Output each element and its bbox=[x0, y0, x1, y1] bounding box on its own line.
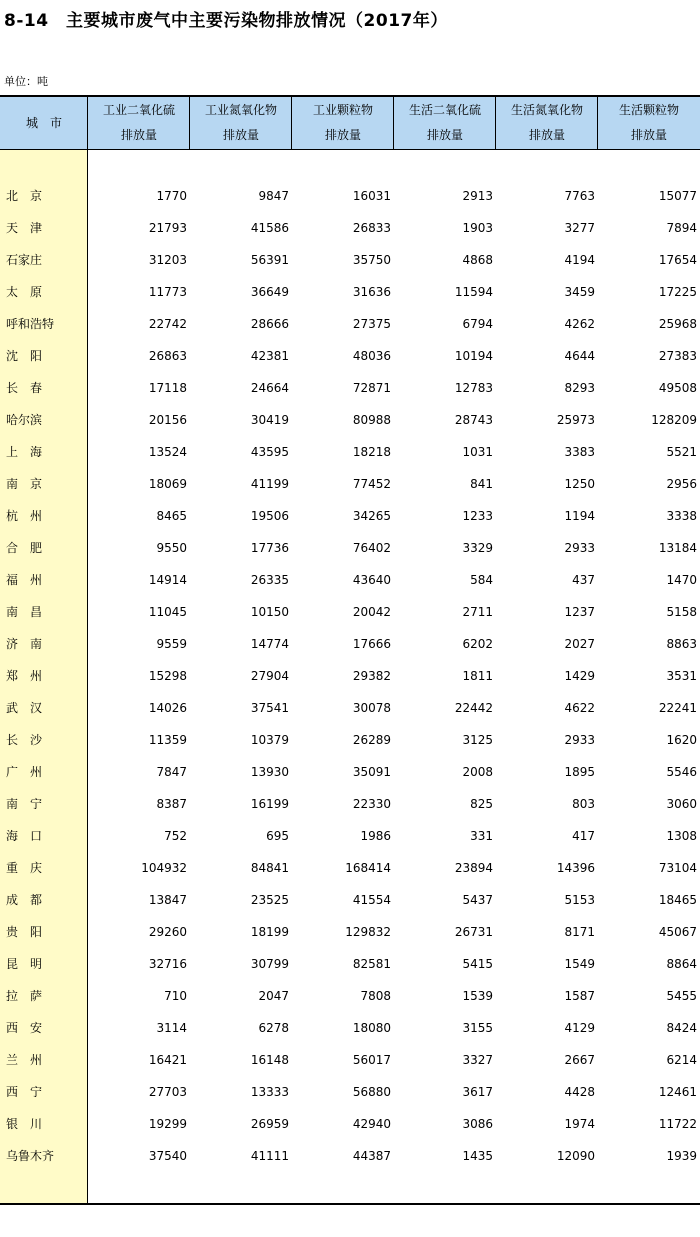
industrial-particulate-value: 30078 bbox=[352, 701, 391, 715]
industrial-nox-value: 19506 bbox=[250, 509, 289, 523]
domestic-particulate-value: 3060 bbox=[666, 797, 697, 811]
domestic-so2-value: 22442 bbox=[454, 701, 493, 715]
industrial-particulate-value: 35091 bbox=[352, 765, 391, 779]
table-row bbox=[0, 980, 700, 1012]
industrial-nox-value: 30419 bbox=[250, 413, 289, 427]
industrial-so2-value: 27703 bbox=[148, 1085, 187, 1099]
domestic-so2-value: 3155 bbox=[462, 1021, 493, 1035]
domestic-so2-value: 2008 bbox=[462, 765, 493, 779]
city-name: 昆 明 bbox=[6, 957, 43, 971]
header-column-divider bbox=[189, 97, 190, 149]
header-column-divider bbox=[291, 97, 292, 149]
domestic-particulate-value: 17225 bbox=[658, 285, 697, 299]
industrial-so2-value: 710 bbox=[164, 989, 187, 1003]
header-city-line1: 城 市 bbox=[25, 115, 62, 130]
domestic-so2-value: 12783 bbox=[454, 381, 493, 395]
table-row bbox=[0, 1044, 700, 1076]
table-row bbox=[0, 436, 700, 468]
table-row bbox=[0, 820, 700, 852]
domestic-particulate-value: 15077 bbox=[658, 189, 697, 203]
industrial-nox-value: 16148 bbox=[250, 1053, 289, 1067]
domestic-particulate-value: 8424 bbox=[666, 1021, 697, 1035]
city-name: 沈 阳 bbox=[6, 349, 43, 363]
industrial-so2-value: 14026 bbox=[148, 701, 187, 715]
domestic-so2-value: 841 bbox=[470, 477, 493, 491]
industrial-particulate-value: 31636 bbox=[352, 285, 391, 299]
industrial-particulate-value: 43640 bbox=[352, 573, 391, 587]
domestic-nox-value: 7763 bbox=[564, 189, 595, 203]
table-row bbox=[0, 916, 700, 948]
industrial-so2-value: 29260 bbox=[148, 925, 187, 939]
header-column-divider bbox=[597, 97, 598, 149]
table-row bbox=[0, 596, 700, 628]
industrial-particulate-value: 56017 bbox=[352, 1053, 391, 1067]
city-name: 哈尔滨 bbox=[6, 413, 43, 427]
industrial-nox-value: 26959 bbox=[250, 1117, 289, 1131]
domestic-so2-value: 4868 bbox=[462, 253, 493, 267]
table-row bbox=[0, 468, 700, 500]
industrial-nox-value: 14774 bbox=[250, 637, 289, 651]
industrial-particulate-value: 44387 bbox=[352, 1149, 391, 1163]
header-industrial-so2 bbox=[88, 97, 190, 149]
industrial-particulate-value: 27375 bbox=[352, 317, 391, 331]
industrial-nox-value: 23525 bbox=[250, 893, 289, 907]
domestic-so2-value: 1031 bbox=[462, 445, 493, 459]
city-name: 广 州 bbox=[6, 765, 43, 779]
industrial-nox-value: 30799 bbox=[250, 957, 289, 971]
domestic-nox-value: 1895 bbox=[564, 765, 595, 779]
table-row bbox=[0, 788, 700, 820]
city-name: 福 州 bbox=[6, 573, 43, 587]
city-name: 贵 阳 bbox=[6, 925, 43, 939]
industrial-particulate-value: 26289 bbox=[352, 733, 391, 747]
domestic-nox-value: 2933 bbox=[564, 541, 595, 555]
domestic-nox-value: 4262 bbox=[564, 317, 595, 331]
domestic-so2-value: 10194 bbox=[454, 349, 493, 363]
industrial-particulate-value: 18218 bbox=[352, 445, 391, 459]
industrial-so2-value: 37540 bbox=[148, 1149, 187, 1163]
domestic-particulate-value: 5521 bbox=[666, 445, 697, 459]
industrial-particulate-value: 72871 bbox=[352, 381, 391, 395]
city-name: 兰 州 bbox=[6, 1053, 43, 1067]
domestic-nox-value: 1587 bbox=[564, 989, 595, 1003]
domestic-nox-value: 12090 bbox=[556, 1149, 595, 1163]
domestic-nox-value: 1429 bbox=[564, 669, 595, 683]
table-row bbox=[0, 564, 700, 596]
industrial-so2-value: 31203 bbox=[148, 253, 187, 267]
industrial-so2-value: 16421 bbox=[148, 1053, 187, 1067]
domestic-nox-value: 14396 bbox=[556, 861, 595, 875]
table-row bbox=[0, 628, 700, 660]
domestic-particulate-value: 2956 bbox=[666, 477, 697, 491]
city-name: 上 海 bbox=[6, 445, 43, 459]
industrial-particulate-value: 48036 bbox=[352, 349, 391, 363]
domestic-nox-value: 25973 bbox=[556, 413, 595, 427]
table-row bbox=[0, 1108, 700, 1140]
header-industrial-nox-line1: 工业氮氧化物 bbox=[204, 103, 277, 117]
industrial-nox-value: 26335 bbox=[250, 573, 289, 587]
city-name: 南 京 bbox=[6, 477, 43, 491]
domestic-particulate-value: 5455 bbox=[666, 989, 697, 1003]
industrial-particulate-value: 29382 bbox=[352, 669, 391, 683]
industrial-so2-value: 22742 bbox=[148, 317, 187, 331]
header-domestic-so2 bbox=[394, 97, 496, 149]
domestic-so2-value: 3086 bbox=[462, 1117, 493, 1131]
industrial-so2-value: 11045 bbox=[148, 605, 187, 619]
industrial-particulate-value: 42940 bbox=[352, 1117, 391, 1131]
domestic-particulate-value: 22241 bbox=[658, 701, 697, 715]
industrial-so2-value: 14914 bbox=[148, 573, 187, 587]
domestic-particulate-value: 13184 bbox=[658, 541, 697, 555]
industrial-particulate-value: 76402 bbox=[352, 541, 391, 555]
domestic-particulate-value: 73104 bbox=[658, 861, 697, 875]
domestic-nox-value: 417 bbox=[572, 829, 595, 843]
city-name: 乌鲁木齐 bbox=[6, 1149, 55, 1163]
header-domestic-particulate-line2: 排放量 bbox=[630, 128, 667, 142]
header-column-divider bbox=[393, 97, 394, 149]
city-name: 重 庆 bbox=[6, 861, 43, 875]
industrial-nox-value: 56391 bbox=[250, 253, 289, 267]
industrial-particulate-value: 16031 bbox=[352, 189, 391, 203]
domestic-nox-value: 4194 bbox=[564, 253, 595, 267]
city-name: 拉 萨 bbox=[6, 989, 43, 1003]
domestic-nox-value: 3459 bbox=[564, 285, 595, 299]
city-name: 南 宁 bbox=[6, 797, 43, 811]
table-row bbox=[0, 180, 700, 212]
industrial-particulate-value: 26833 bbox=[352, 221, 391, 235]
domestic-nox-value: 2667 bbox=[564, 1053, 595, 1067]
industrial-so2-value: 11773 bbox=[148, 285, 187, 299]
industrial-particulate-value: 1986 bbox=[360, 829, 391, 843]
domestic-nox-value: 1194 bbox=[564, 509, 595, 523]
city-name: 海 口 bbox=[6, 829, 43, 843]
industrial-particulate-value: 34265 bbox=[352, 509, 391, 523]
domestic-particulate-value: 25968 bbox=[658, 317, 697, 331]
domestic-nox-value: 8171 bbox=[564, 925, 595, 939]
industrial-so2-value: 21793 bbox=[148, 221, 187, 235]
domestic-so2-value: 6794 bbox=[462, 317, 493, 331]
header-industrial-particulate-line1: 工业颗粒物 bbox=[312, 103, 373, 117]
industrial-so2-value: 752 bbox=[164, 829, 187, 843]
domestic-particulate-value: 7894 bbox=[666, 221, 697, 235]
industrial-nox-value: 27904 bbox=[250, 669, 289, 683]
domestic-so2-value: 825 bbox=[470, 797, 493, 811]
domestic-particulate-value: 8863 bbox=[666, 637, 697, 651]
domestic-nox-value: 5153 bbox=[564, 893, 595, 907]
table-row bbox=[0, 852, 700, 884]
domestic-so2-value: 1435 bbox=[462, 1149, 493, 1163]
header-domestic-particulate-line1: 生活颗粒物 bbox=[618, 103, 679, 117]
header-industrial-so2-line1: 工业二氧化硫 bbox=[102, 103, 175, 117]
domestic-nox-value: 3383 bbox=[564, 445, 595, 459]
industrial-particulate-value: 17666 bbox=[352, 637, 391, 651]
industrial-particulate-value: 77452 bbox=[352, 477, 391, 491]
header-domestic-particulate bbox=[598, 97, 700, 149]
city-name: 西 安 bbox=[6, 1021, 43, 1035]
industrial-particulate-value: 7808 bbox=[360, 989, 391, 1003]
industrial-so2-value: 19299 bbox=[148, 1117, 187, 1131]
table-row bbox=[0, 1076, 700, 1108]
domestic-so2-value: 5415 bbox=[462, 957, 493, 971]
city-name: 天 津 bbox=[6, 221, 43, 235]
city-name: 北 京 bbox=[6, 189, 43, 203]
domestic-so2-value: 1233 bbox=[462, 509, 493, 523]
industrial-particulate-value: 80988 bbox=[352, 413, 391, 427]
bottom-rule bbox=[0, 1203, 700, 1205]
industrial-nox-value: 6278 bbox=[258, 1021, 289, 1035]
header-domestic-so2-line2: 排放量 bbox=[426, 128, 463, 142]
industrial-so2-value: 32716 bbox=[148, 957, 187, 971]
industrial-so2-value: 9550 bbox=[156, 541, 187, 555]
industrial-nox-value: 10379 bbox=[250, 733, 289, 747]
industrial-so2-value: 26863 bbox=[148, 349, 187, 363]
industrial-so2-value: 11359 bbox=[148, 733, 187, 747]
domestic-nox-value: 1237 bbox=[564, 605, 595, 619]
city-name: 银 川 bbox=[6, 1117, 43, 1131]
domestic-particulate-value: 3338 bbox=[666, 509, 697, 523]
domestic-particulate-value: 18465 bbox=[658, 893, 697, 907]
industrial-nox-value: 41586 bbox=[250, 221, 289, 235]
unit-label: 单位：吨 bbox=[4, 75, 48, 88]
domestic-so2-value: 5437 bbox=[462, 893, 493, 907]
domestic-so2-value: 1811 bbox=[462, 669, 493, 683]
table-row bbox=[0, 372, 700, 404]
domestic-so2-value: 6202 bbox=[462, 637, 493, 651]
domestic-nox-value: 1974 bbox=[564, 1117, 595, 1131]
domestic-particulate-value: 27383 bbox=[658, 349, 697, 363]
domestic-nox-value: 2933 bbox=[564, 733, 595, 747]
industrial-so2-value: 7847 bbox=[156, 765, 187, 779]
domestic-so2-value: 584 bbox=[470, 573, 493, 587]
domestic-nox-value: 1250 bbox=[564, 477, 595, 491]
table-row bbox=[0, 308, 700, 340]
header-domestic-nox-line2: 排放量 bbox=[528, 128, 565, 142]
table-title: 8-14 主要城市废气中主要污染物排放情况（2017年） bbox=[4, 11, 448, 31]
industrial-nox-value: 13333 bbox=[250, 1085, 289, 1099]
table-row bbox=[0, 948, 700, 980]
industrial-so2-value: 9559 bbox=[156, 637, 187, 651]
domestic-particulate-value: 11722 bbox=[658, 1117, 697, 1131]
table-row bbox=[0, 884, 700, 916]
industrial-nox-value: 42381 bbox=[250, 349, 289, 363]
domestic-nox-value: 4644 bbox=[564, 349, 595, 363]
industrial-so2-value: 1770 bbox=[156, 189, 187, 203]
industrial-particulate-value: 82581 bbox=[352, 957, 391, 971]
header-column-divider bbox=[87, 97, 88, 149]
domestic-so2-value: 331 bbox=[470, 829, 493, 843]
domestic-so2-value: 3329 bbox=[462, 541, 493, 555]
domestic-so2-value: 3125 bbox=[462, 733, 493, 747]
domestic-particulate-value: 1939 bbox=[666, 1149, 697, 1163]
industrial-particulate-value: 20042 bbox=[352, 605, 391, 619]
domestic-nox-value: 3277 bbox=[564, 221, 595, 235]
domestic-so2-value: 11594 bbox=[454, 285, 493, 299]
industrial-so2-value: 104932 bbox=[141, 861, 187, 875]
table-header bbox=[0, 97, 700, 150]
industrial-so2-value: 8465 bbox=[156, 509, 187, 523]
table-row bbox=[0, 404, 700, 436]
industrial-nox-value: 695 bbox=[266, 829, 289, 843]
domestic-nox-value: 4428 bbox=[564, 1085, 595, 1099]
city-name: 郑 州 bbox=[6, 669, 43, 683]
domestic-so2-value: 3327 bbox=[462, 1053, 493, 1067]
table-row bbox=[0, 724, 700, 756]
industrial-nox-value: 18199 bbox=[250, 925, 289, 939]
industrial-so2-value: 15298 bbox=[148, 669, 187, 683]
industrial-nox-value: 24664 bbox=[250, 381, 289, 395]
industrial-particulate-value: 18080 bbox=[352, 1021, 391, 1035]
industrial-nox-value: 84841 bbox=[250, 861, 289, 875]
domestic-nox-value: 8293 bbox=[564, 381, 595, 395]
domestic-so2-value: 28743 bbox=[454, 413, 493, 427]
domestic-nox-value: 437 bbox=[572, 573, 595, 587]
city-name: 长 沙 bbox=[6, 733, 43, 747]
city-name: 呼和浩特 bbox=[6, 317, 55, 331]
domestic-so2-value: 23894 bbox=[454, 861, 493, 875]
domestic-so2-value: 1539 bbox=[462, 989, 493, 1003]
header-industrial-nox-line2: 排放量 bbox=[222, 128, 259, 142]
domestic-nox-value: 2027 bbox=[564, 637, 595, 651]
table-row bbox=[0, 692, 700, 724]
city-name: 武 汉 bbox=[6, 701, 43, 715]
domestic-particulate-value: 3531 bbox=[666, 669, 697, 683]
industrial-nox-value: 13930 bbox=[250, 765, 289, 779]
table-row bbox=[0, 1012, 700, 1044]
industrial-so2-value: 8387 bbox=[156, 797, 187, 811]
domestic-nox-value: 1549 bbox=[564, 957, 595, 971]
table-row bbox=[0, 212, 700, 244]
domestic-particulate-value: 1620 bbox=[666, 733, 697, 747]
industrial-nox-value: 2047 bbox=[258, 989, 289, 1003]
industrial-nox-value: 9847 bbox=[258, 189, 289, 203]
header-domestic-so2-line1: 生活二氧化硫 bbox=[408, 103, 481, 117]
header-industrial-nox bbox=[190, 97, 292, 149]
table-row bbox=[0, 244, 700, 276]
industrial-so2-value: 17118 bbox=[148, 381, 187, 395]
domestic-particulate-value: 128209 bbox=[651, 413, 697, 427]
city-name: 济 南 bbox=[6, 637, 43, 651]
table-row bbox=[0, 532, 700, 564]
domestic-particulate-value: 17654 bbox=[658, 253, 697, 267]
industrial-particulate-value: 35750 bbox=[352, 253, 391, 267]
industrial-particulate-value: 22330 bbox=[352, 797, 391, 811]
industrial-nox-value: 43595 bbox=[250, 445, 289, 459]
industrial-so2-value: 20156 bbox=[148, 413, 187, 427]
domestic-so2-value: 2711 bbox=[462, 605, 493, 619]
city-name: 南 昌 bbox=[6, 605, 43, 619]
industrial-nox-value: 10150 bbox=[250, 605, 289, 619]
domestic-so2-value: 2913 bbox=[462, 189, 493, 203]
header-domestic-nox-line1: 生活氮氧化物 bbox=[510, 103, 583, 117]
table-row bbox=[0, 660, 700, 692]
domestic-so2-value: 3617 bbox=[462, 1085, 493, 1099]
city-name: 西 宁 bbox=[6, 1085, 43, 1099]
header-column-divider bbox=[495, 97, 496, 149]
city-name: 长 春 bbox=[6, 381, 43, 395]
domestic-so2-value: 1903 bbox=[462, 221, 493, 235]
domestic-particulate-value: 5158 bbox=[666, 605, 697, 619]
industrial-so2-value: 3114 bbox=[156, 1021, 187, 1035]
header-domestic-nox bbox=[496, 97, 598, 149]
industrial-nox-value: 16199 bbox=[250, 797, 289, 811]
header-industrial-particulate bbox=[292, 97, 394, 149]
industrial-nox-value: 28666 bbox=[250, 317, 289, 331]
city-name: 合 肥 bbox=[6, 541, 43, 555]
industrial-particulate-value: 56880 bbox=[352, 1085, 391, 1099]
industrial-nox-value: 37541 bbox=[250, 701, 289, 715]
domestic-particulate-value: 49508 bbox=[658, 381, 697, 395]
industrial-particulate-value: 168414 bbox=[345, 861, 391, 875]
city-name: 石家庄 bbox=[6, 253, 43, 267]
table-row bbox=[0, 340, 700, 372]
industrial-particulate-value: 129832 bbox=[345, 925, 391, 939]
domestic-particulate-value: 8864 bbox=[666, 957, 697, 971]
industrial-nox-value: 36649 bbox=[250, 285, 289, 299]
domestic-nox-value: 803 bbox=[572, 797, 595, 811]
industrial-so2-value: 18069 bbox=[148, 477, 187, 491]
domestic-particulate-value: 12461 bbox=[658, 1085, 697, 1099]
table-row bbox=[0, 500, 700, 532]
domestic-particulate-value: 5546 bbox=[666, 765, 697, 779]
industrial-so2-value: 13524 bbox=[148, 445, 187, 459]
header-city bbox=[0, 97, 88, 149]
domestic-so2-value: 26731 bbox=[454, 925, 493, 939]
city-name: 杭 州 bbox=[6, 509, 43, 523]
industrial-nox-value: 17736 bbox=[250, 541, 289, 555]
header-industrial-particulate-line2: 排放量 bbox=[324, 128, 361, 142]
domestic-particulate-value: 1308 bbox=[666, 829, 697, 843]
city-name: 太 原 bbox=[6, 285, 43, 299]
city-name: 成 都 bbox=[6, 893, 43, 907]
industrial-particulate-value: 41554 bbox=[352, 893, 391, 907]
industrial-so2-value: 13847 bbox=[148, 893, 187, 907]
industrial-nox-value: 41111 bbox=[250, 1149, 289, 1163]
header-industrial-so2-line2: 排放量 bbox=[120, 128, 157, 142]
domestic-particulate-value: 6214 bbox=[666, 1053, 697, 1067]
domestic-particulate-value: 45067 bbox=[658, 925, 697, 939]
domestic-nox-value: 4129 bbox=[564, 1021, 595, 1035]
domestic-particulate-value: 1470 bbox=[666, 573, 697, 587]
table-row bbox=[0, 276, 700, 308]
table-row bbox=[0, 756, 700, 788]
table-row bbox=[0, 1140, 700, 1172]
domestic-nox-value: 4622 bbox=[564, 701, 595, 715]
industrial-nox-value: 41199 bbox=[250, 477, 289, 491]
